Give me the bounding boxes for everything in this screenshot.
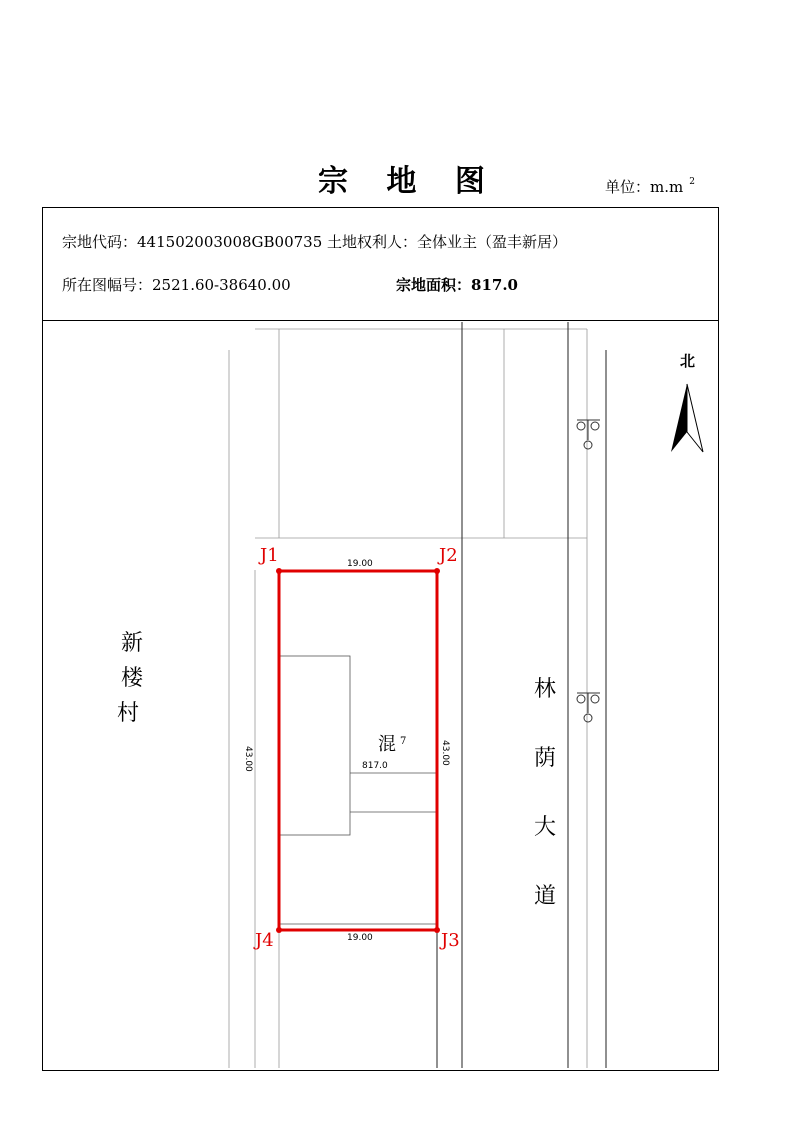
unit-text: 单位：m.m <box>605 178 684 196</box>
west-area-name <box>117 626 144 731</box>
sheet-number-label: 所在图幅号： <box>62 276 153 294</box>
right-edge-length: 43.00 <box>440 740 450 766</box>
page-title: 宗 地 图 <box>318 164 499 199</box>
vertex-marker <box>434 568 440 574</box>
west-area-char: 楼 <box>121 666 144 691</box>
street-lamp-icon <box>577 420 600 449</box>
parcel-area-value: 817.0 <box>471 276 518 294</box>
vertex-label-j2: J2 <box>439 545 458 566</box>
unit-superscript: 2 <box>689 177 695 187</box>
vertex-label-j4: J4 <box>255 930 274 951</box>
street-lamp-icon <box>577 693 600 722</box>
owner-label: 土地权利人： <box>327 233 418 251</box>
parcel-boundary <box>279 571 437 930</box>
west-area-char: 新 <box>121 631 144 656</box>
vertex-marker <box>434 927 440 933</box>
parcel-code-label: 宗地代码： <box>62 233 138 251</box>
structure-label <box>378 730 406 756</box>
left-edge-length: 43.00 <box>243 746 253 772</box>
road-name-char: 大 <box>534 815 557 840</box>
parcel-code-value: 441502003008GB00735 <box>137 233 323 251</box>
bottom-edge-length: 19.00 <box>347 933 373 943</box>
top-edge-length: 19.00 <box>347 559 373 569</box>
vertex-marker <box>276 927 282 933</box>
road-name <box>534 655 556 931</box>
structure-type: 混 <box>378 734 396 755</box>
sheet-number-value: 2521.60-38640.00 <box>152 276 291 294</box>
vertex-label-j1: J1 <box>260 545 279 566</box>
vertex-marker <box>276 568 282 574</box>
vertex-label-j3: J3 <box>441 930 460 951</box>
parcel-area-on-map: 817.0 <box>362 761 388 771</box>
road-name-char: 荫 <box>534 746 557 771</box>
north-arrow-icon <box>671 384 703 452</box>
owner-value: 全体业主（盈丰新居） <box>417 233 568 251</box>
building-footprint <box>279 656 437 924</box>
north-label: 北 <box>680 352 696 370</box>
structure-floors: 7 <box>400 736 407 747</box>
road-name-char: 林 <box>534 677 557 702</box>
west-area-char: 村 <box>117 701 140 726</box>
parcel-area-label: 宗地面积： <box>396 276 472 294</box>
road-name-char: 道 <box>534 884 557 909</box>
